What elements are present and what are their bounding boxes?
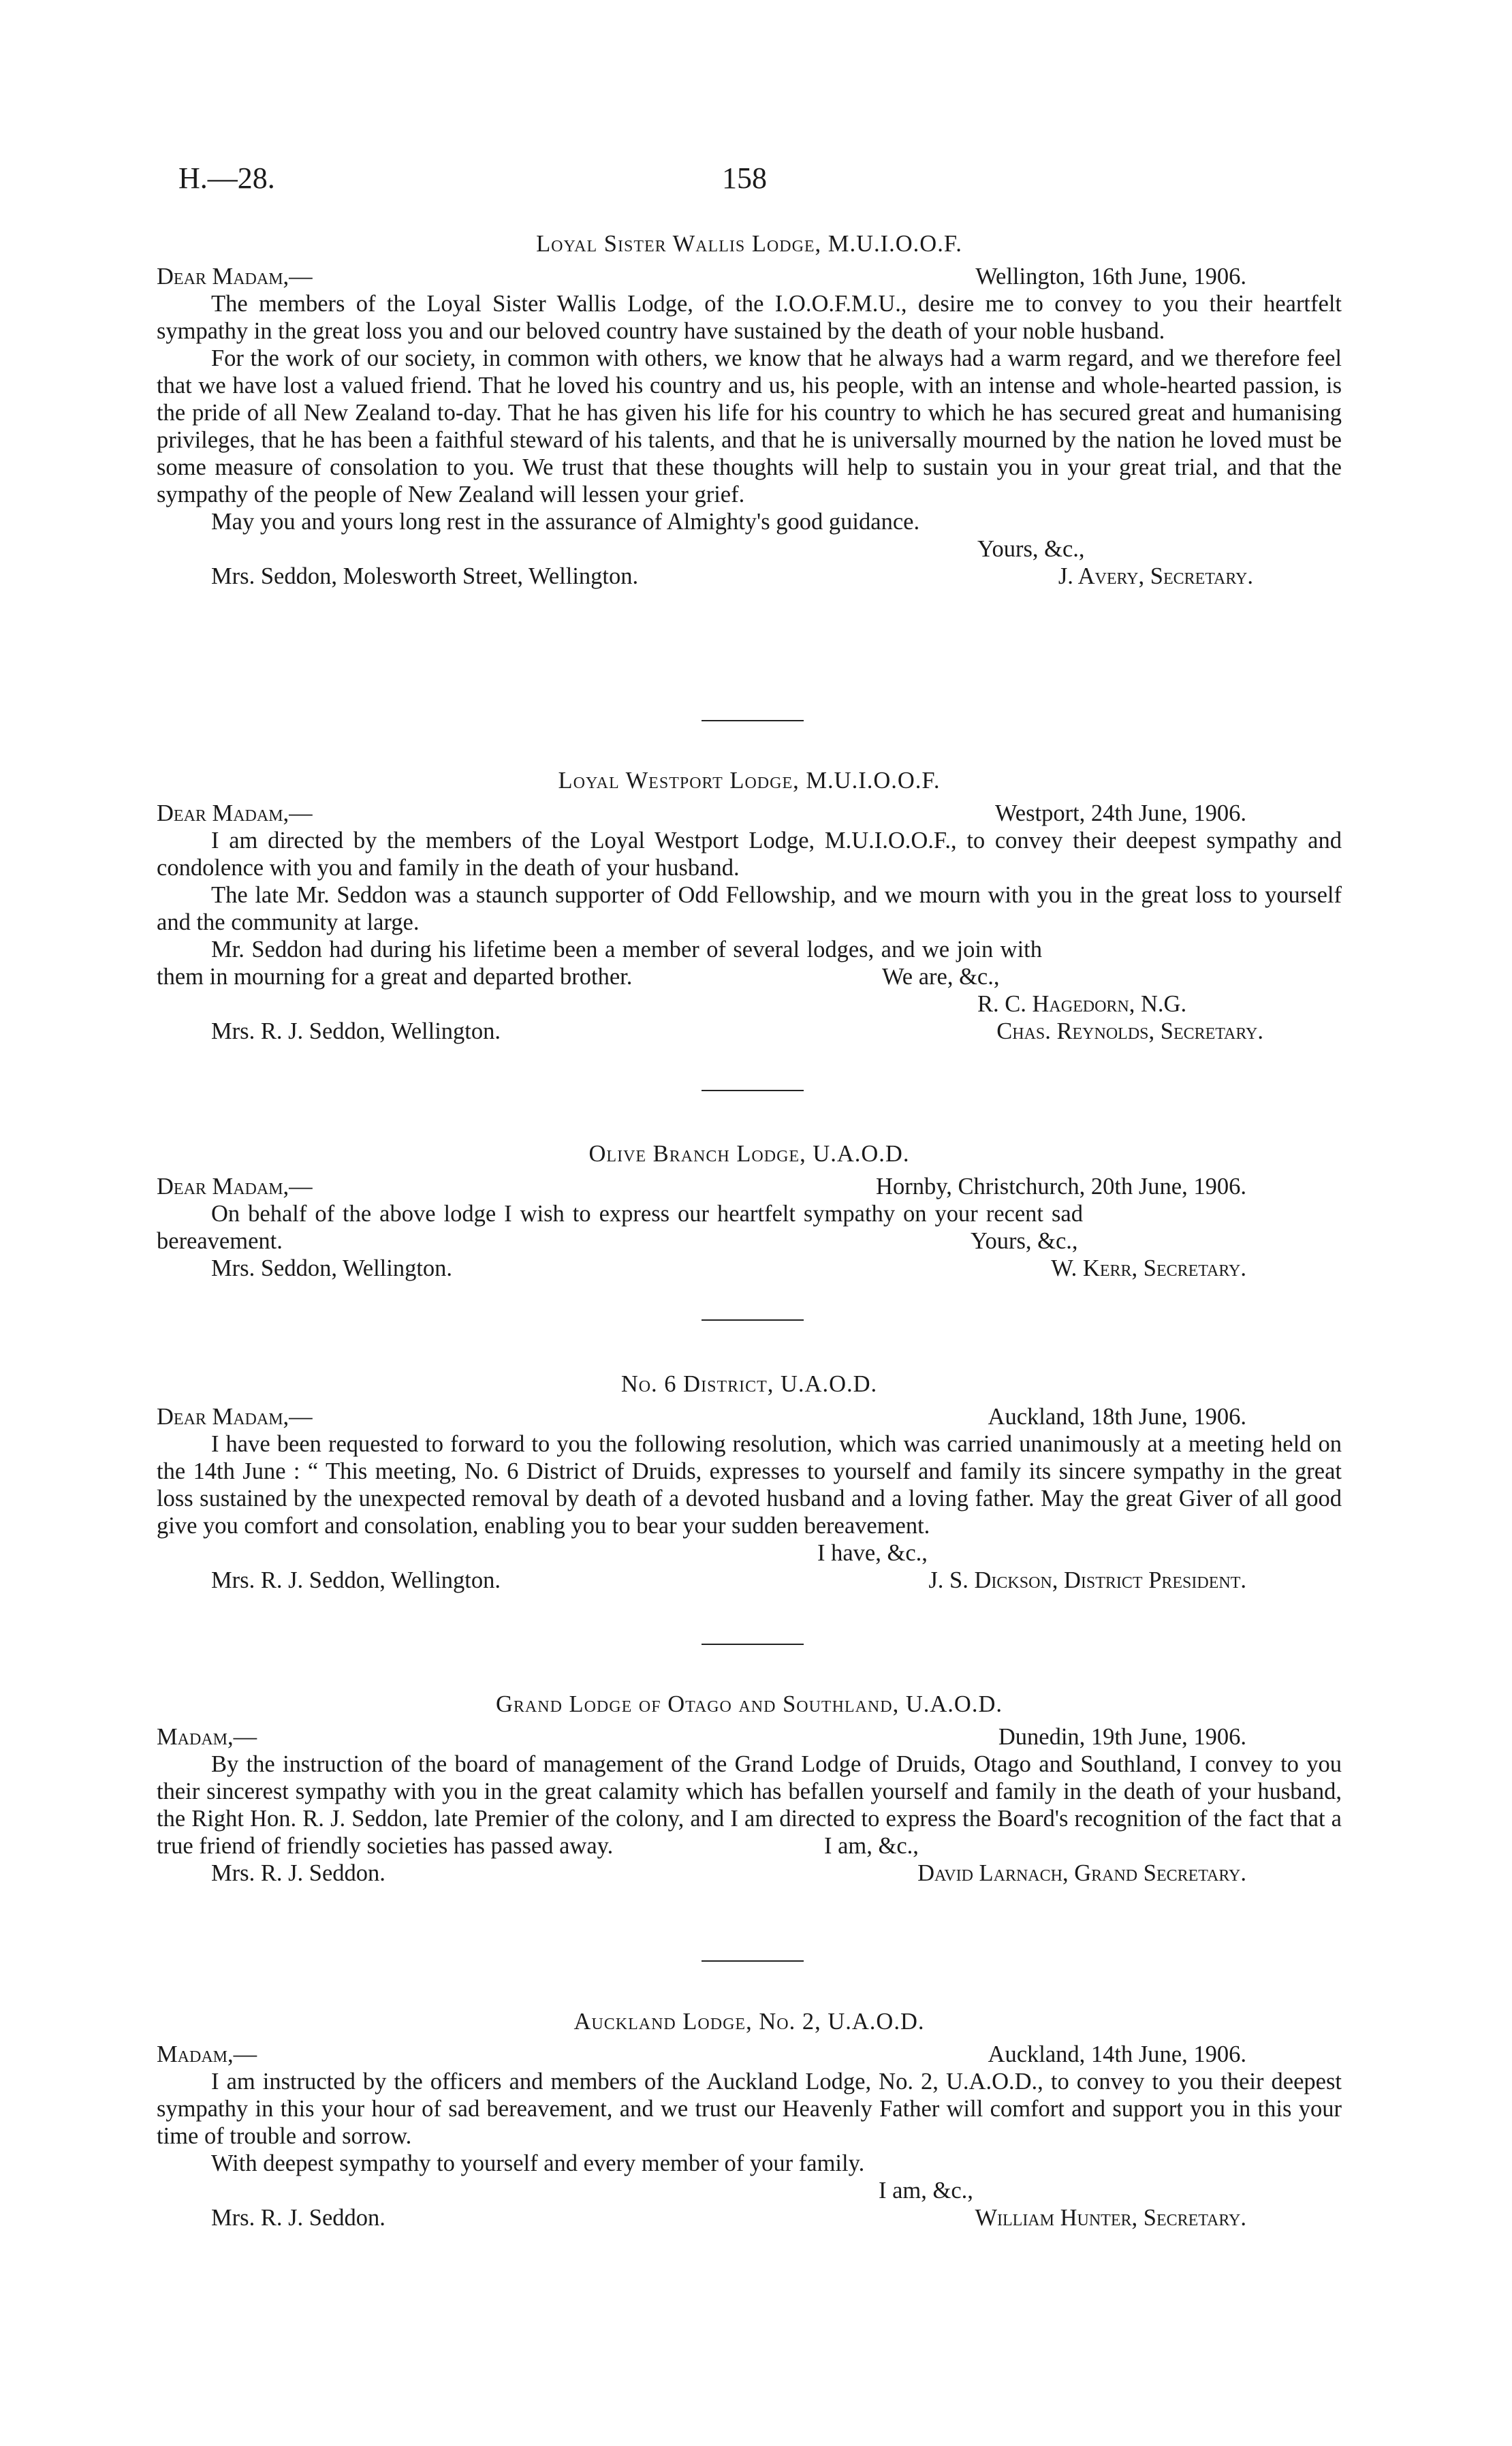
paragraph: I am directed by the members of the Loyal Westport Lodge, M.U.I.O.O.F., to convey their deepest sympathy and condolence with you and family in the death of your husband. [157, 828, 1342, 881]
paragraph: By the instruction of the board of management of the Grand Lodge of Druids, Otago and Southland, I convey to you their sincerest sympathy with you in the great calamity which has befallen yourself and family in the death of your husband, the Right Hon. R. J. Seddon, late Premier of the colony, and I am directed to express the Board's recognition of the fact that a true friend of friendly societies has passed away. [157, 1751, 1342, 1859]
signature: William Hunter, Secretary. [975, 2205, 1246, 2231]
paragraph: I am instructed by the officers and members of the Auckland Lodge, No. 2, U.A.O.D., to convey to you their deepest sympathy in this your hour of sad bereavement, and we trust our Heavenly Father will comfort and support you in this your time of trouble and sorrow. [157, 2069, 1342, 2149]
addressee: Mrs. R. J. Seddon. [211, 1860, 385, 1886]
signature: J. Avery, Secretary. [1058, 563, 1253, 589]
letter-olive-branch [157, 1140, 1342, 1282]
closing: I have, &c., [817, 1540, 928, 1566]
addressee: Mrs. R. J. Seddon, Wellington. [211, 1018, 501, 1044]
section-divider [702, 1644, 804, 1645]
paragraph: May you and yours long rest in the assurance of Almighty's good guidance. [211, 509, 920, 535]
signature: David Larnach, Grand Secretary. [917, 1860, 1246, 1886]
closing: I am, &c., [824, 1833, 919, 1859]
letter-title: Auckland Lodge, No. 2, U.A.O.D. [573, 2009, 925, 2035]
section-divider [702, 1319, 804, 1321]
signature: J. S. Dickson, District President. [928, 1567, 1246, 1593]
place-date: Auckland, 18th June, 1906. [988, 1404, 1246, 1430]
salutation: Dear Madam,— [157, 264, 313, 289]
addressee: Mrs. R. J. Seddon, Wellington. [211, 1567, 501, 1593]
signature: R. C. Hagedorn, N.G. [977, 991, 1187, 1017]
closing: I am, &c., [879, 2178, 973, 2204]
letter-title: Loyal Sister Wallis Lodge, M.U.I.O.O.F. [536, 231, 962, 257]
page-number: 158 [722, 161, 767, 195]
signature: Chas. Reynolds, Secretary. [996, 1018, 1263, 1044]
salutation: Madam,— [157, 1724, 257, 1750]
letter-no-6-district [157, 1370, 1342, 1594]
letter-loyal-westport [157, 767, 1342, 1045]
salutation: Dear Madam,— [157, 800, 313, 826]
letter-grand-lodge-otago [157, 1691, 1342, 1887]
signature: W. Kerr, Secretary. [1051, 1255, 1246, 1281]
section-divider [702, 720, 804, 721]
paragraph: I have been requested to forward to you the following resolution, which was carried unanimously at a meeting held on the 14th June : “ This meeting, No. 6 District of Druids, expresses to yourself and family its sincere sympathy in the great loss sustained by the unexpected removal by death of a devoted husband and a loving father. May the great Giver of all good give you comfort and consolation, enabling you to bear your sudden bereavement. [157, 1431, 1342, 1539]
addressee: Mrs. Seddon, Molesworth Street, Wellington. [211, 563, 639, 589]
paragraph: Mr. Seddon had during his lifetime been a member of several lodges, and we join with them in mourning for a great and departed brother. [157, 937, 1042, 990]
paragraph: On behalf of the above lodge I wish to express our heartfelt sympathy on your recent sad bereavement. [157, 1201, 1083, 1254]
letter-loyal-sister-wallis [157, 230, 1342, 590]
paragraph: The late Mr. Seddon was a staunch supporter of Odd Fellowship, and we mourn with you in the great loss to yourself and the community at large. [157, 882, 1342, 935]
place-date: Wellington, 16th June, 1906. [975, 264, 1246, 289]
paragraph: For the work of our society, in common with others, we know that he always had a warm regard, and we therefore feel that we have lost a valued friend. That he loved his country and us, his people, with an intense and whole-hearted passion, is the pride of all New Zealand to-day. That he has given his life for his country to which he has secured great and humanising privileges, that he has been a faithful steward of his talents, and that he is universally mourned by the nation he loved must be some measure of consolation to you. We trust that these thoughts will help to sustain you in your great trial, and that the sympathy of the people of New Zealand will lessen your grief. [157, 345, 1342, 507]
place-date: Dunedin, 19th June, 1906. [998, 1724, 1246, 1750]
letter-auckland-lodge [157, 2008, 1342, 2231]
closing: Yours, &c., [971, 1228, 1078, 1254]
addressee: Mrs. Seddon, Wellington. [211, 1255, 453, 1281]
letter-title: Olive Branch Lodge, U.A.O.D. [588, 1141, 910, 1167]
addressee: Mrs. R. J. Seddon. [211, 2205, 385, 2231]
letter-title: Loyal Westport Lodge, M.U.I.O.O.F. [558, 768, 941, 794]
salutation: Dear Madam,— [157, 1174, 313, 1200]
paragraph: With deepest sympathy to yourself and every member of your family. [211, 2150, 865, 2176]
document-reference: H.—28. [178, 161, 275, 195]
letter-title: No. 6 District, U.A.O.D. [620, 1371, 878, 1397]
paragraph: The members of the Loyal Sister Wallis Lodge, of the I.O.O.F.M.U., desire me to convey to you their heartfelt sympathy in the great loss you and our beloved country have sustained by the death of your noble husband. [157, 291, 1342, 344]
closing: We are, &c., [882, 964, 1000, 990]
salutation: Dear Madam,— [157, 1404, 313, 1430]
place-date: Auckland, 14th June, 1906. [988, 2041, 1246, 2067]
place-date: Hornby, Christchurch, 20th June, 1906. [876, 1174, 1246, 1200]
letter-title: Grand Lodge of Otago and Southland, U.A.O.D. [495, 1691, 1003, 1717]
section-divider [702, 1960, 804, 1962]
salutation: Madam,— [157, 2041, 257, 2067]
section-divider [702, 1090, 804, 1091]
closing: Yours, &c., [977, 536, 1085, 562]
place-date: Westport, 24th June, 1906. [994, 800, 1246, 826]
